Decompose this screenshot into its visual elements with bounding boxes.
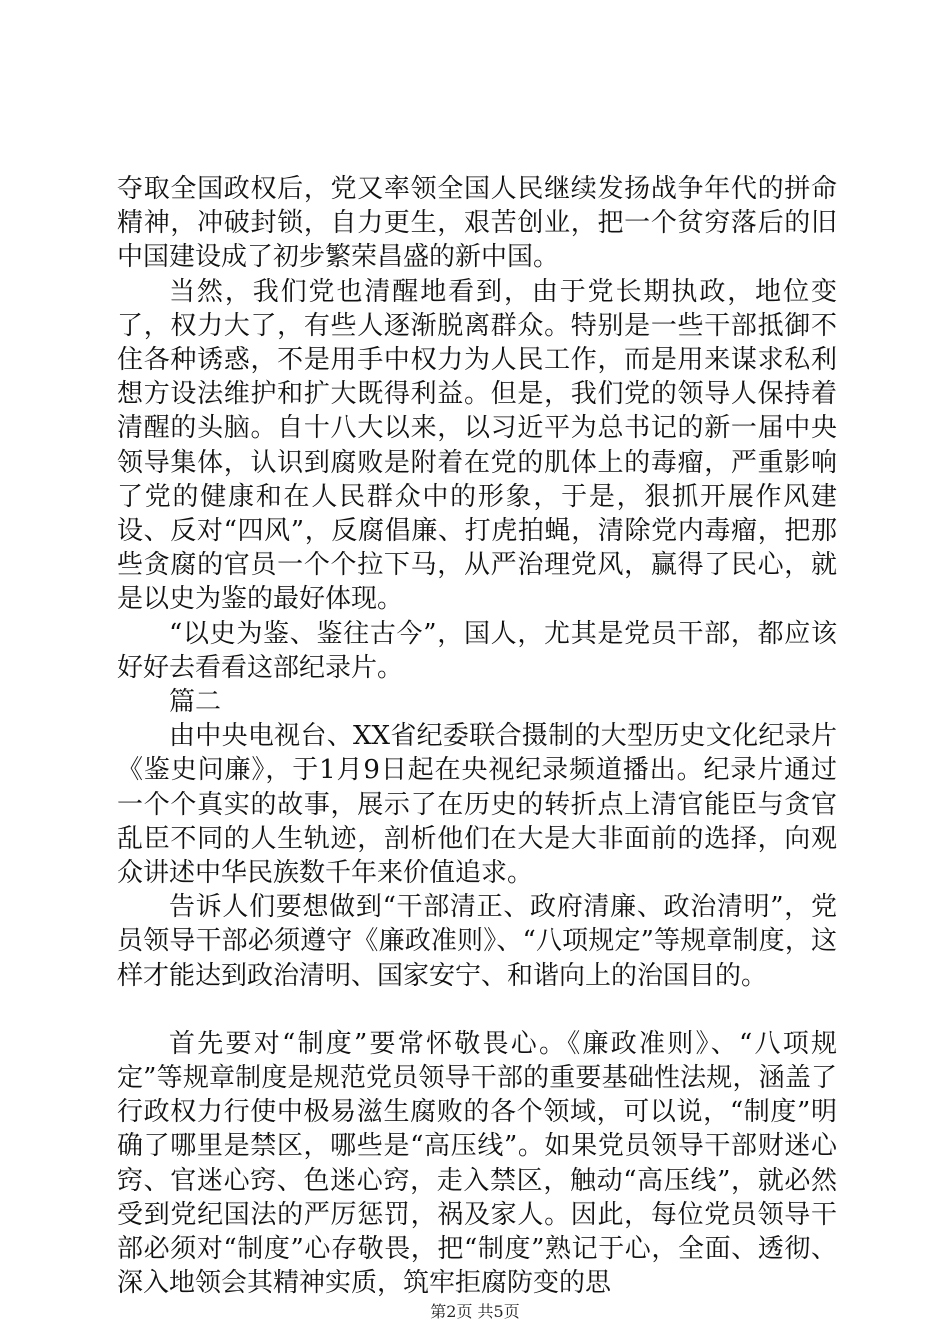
paragraph-1: 夺取全国政权后，党又率领全国人民继续发扬战争年代的拼命精神，冲破封锁，自力更生，艰苦创业，把一个贫穷落后的旧中国建设成了初步繁荣昌盛的新中国。 [117,174,837,273]
paragraph-6: 首先要对“制度”要常怀敬畏心。《廉政准则》、“八项规定”等规章制度是规范党员领导干部的重要基础性法规，涵盖了行政权力行使中极易滋生腐败的各个领域，可以说，“制度”明确了哪里是禁区，哪些是“高压线”。如果党员领导干部财迷心窍、官迷心窍、色迷心窍，走入禁区，触动“高压线”，就必然受到党纪国法的严厉惩罚，祸及家人。因此，每位党员领导干部必须对“制度”心存敬畏，把“制度”熟记于心，全面、透彻、深入地领会其精神实质，筑牢拒腐防变的思 [117,1028,837,1299]
document-body [117,172,837,1301]
paragraph-2: 当然，我们党也清醒地看到，由于党长期执政，地位变了，权力大了，有些人逐渐脱离群众。特别是一些干部抵御不住各种诱惑，不是用手中权力为人民工作，而是用来谋求私利想方设法维护和扩大既得利益。但是，我们党的领导人保持着清醒的头脑。自十八大以来，以习近平为总书记的新一届中央领导集体，认识到腐败是附着在党的肌体上的毒瘤，严重影响了党的健康和在人民群众中的形象，于是，狠抓开展作风建设、反对“四风”，反腐倡廉、打虎拍蝇，清除党内毒瘤，把那些贪腐的官员一个个拉下马，从严治理党风，赢得了民心，就是以史为鉴的最好体现。 [117,276,837,615]
paragraph-3: “以史为鉴、鉴往古今”，国人，尤其是党员干部，都应该好好去看看这部纪录片。 [117,618,837,683]
page-footer [0,1302,950,1322]
paragraph-5: 告诉人们要想做到“干部清正、政府清廉、政治清明”，党员领导干部必须遵守《廉政准则》、“八项规定”等规章制度，这样才能达到政治清明、国家安宁、和谐向上的治国目的。 [117,892,837,991]
paragraph-4: 由中央电视台、XX省纪委联合摄制的大型历史文化纪录片《鉴史问廉》，于1月9日起在央视纪录频道播出。纪录片通过一个个真实的故事，展示了在历史的转折点上清官能臣与贪官乱臣不同的人生轨迹，剖析他们在大是大非面前的选择，向观众讲述中华民族数千年来价值追求。 [117,721,837,889]
section-heading-part-two: 篇二 [169,687,222,718]
page-number-label: 第2页 共5页 [430,1302,520,1321]
